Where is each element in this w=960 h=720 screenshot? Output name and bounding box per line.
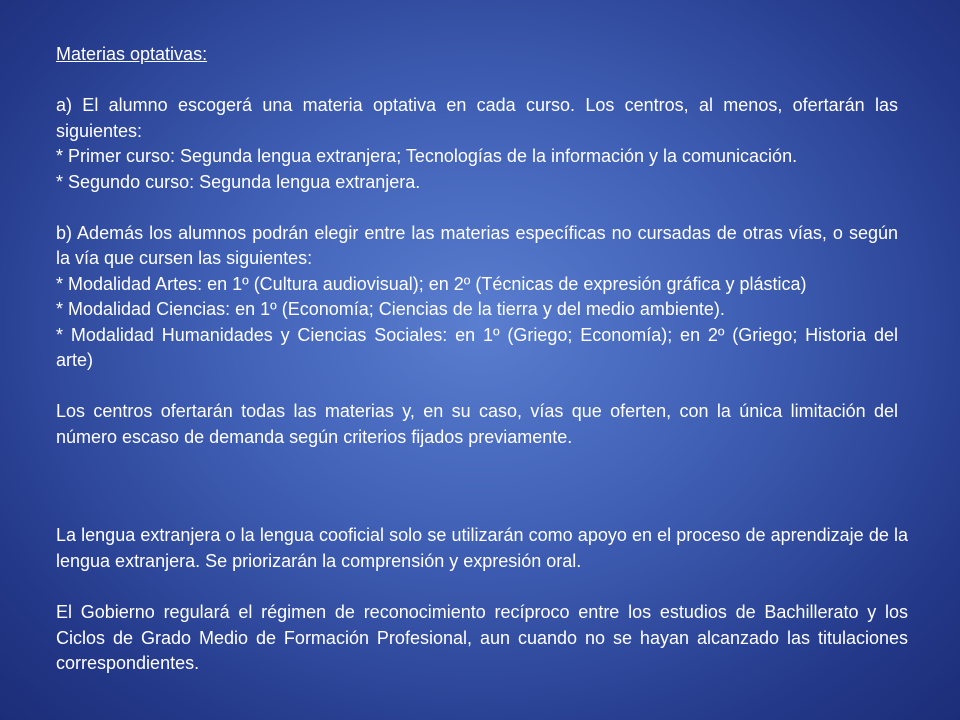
paragraph-b-item-3: * Modalidad Humanidades y Ciencias Sociales: en 1º (Griego; Economía); en 2º (Griego; Historia del arte) (56, 324, 898, 370)
paragraph-a-intro: a) El alumno escogerá una materia optativa en cada curso. Los centros, al menos, ofertarán las siguientes: (56, 95, 898, 141)
paragraph-a-item-1: * Primer curso: Segunda lengua extranjera; Tecnologías de la información y la comunicación. (56, 146, 798, 166)
paragraph-b-item-2: * Modalidad Ciencias: en 1º (Economía; Ciencias de la tierra y del medio ambiente). (56, 299, 725, 319)
spacer (56, 195, 898, 221)
paragraph-lengua: La lengua extranjera o la lengua cooficial solo se utilizarán como apoyo en el proceso de aprendizaje de la lengua extranjera. Se priorizarán la comprensión y expresión oral. (56, 525, 908, 571)
lengua-text-block (56, 523, 908, 574)
paragraph-centros: Los centros ofertarán todas las materias y, en su caso, vías que oferten, con la única limitación del número escaso de demanda según criterios fijados previamente. (56, 401, 898, 447)
spacer (56, 374, 898, 400)
spacer (56, 68, 898, 94)
main-text-block (56, 42, 898, 450)
paragraph-a-item-2: * Segundo curso: Segunda lengua extranjera. (56, 171, 421, 192)
paragraph-b-intro: b) Además los alumnos podrán elegir entre las materias específicas no cursadas de otras vías, o según la vía que cursen las siguientes: (56, 222, 898, 268)
section-title: Materias optativas: (56, 44, 208, 64)
paragraph-b-item-1: * Modalidad Artes: en 1º (Cultura audiovisual); en 2º (Técnicas de expresión gráfica y plástica) (56, 273, 807, 294)
paragraph-gobierno: El Gobierno regulará el régimen de reconocimiento recíproco entre los estudios de Bachillerato y los Ciclos de Grado Medio de Formación Profesional, aun cuando no se hayan alcanzado las titulaciones correspondientes. (56, 602, 908, 673)
gobierno-text-block (56, 600, 908, 677)
